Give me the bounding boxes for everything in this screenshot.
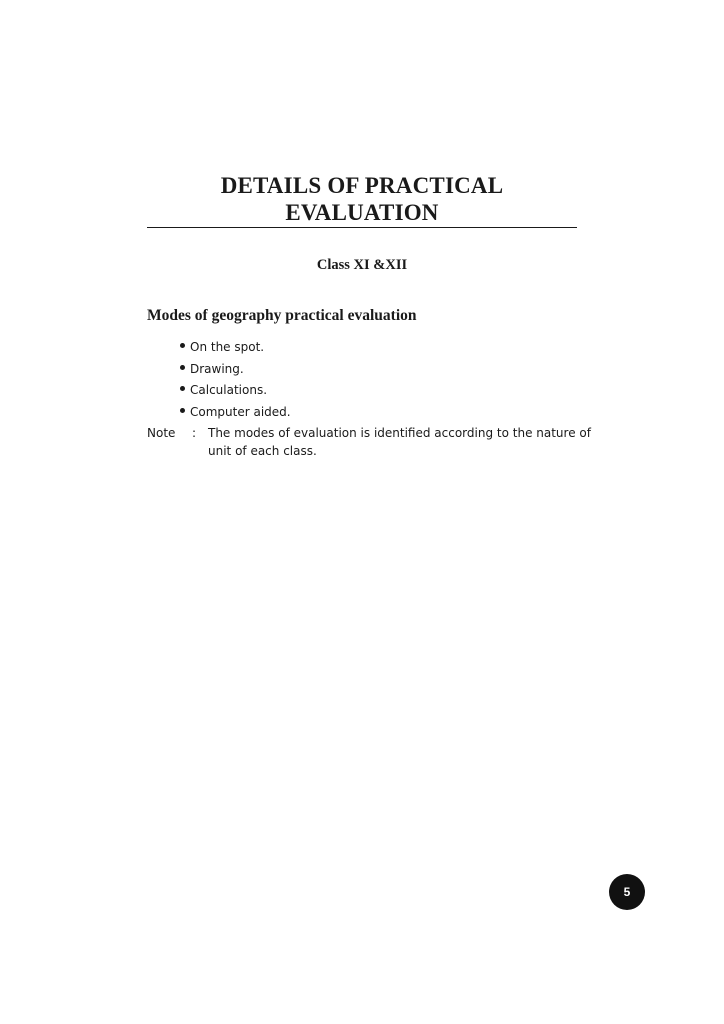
bullet-icon — [180, 343, 185, 348]
title-divider — [147, 227, 577, 228]
page-number-badge: 5 — [609, 874, 645, 910]
modes-list — [180, 337, 291, 423]
note-text-line-2: unit of each class. — [208, 444, 317, 458]
list-item-text: Computer aided. — [190, 404, 291, 419]
note-text-line-1: The modes of evaluation is identified according to the nature of — [208, 426, 591, 440]
bullet-icon — [180, 408, 185, 413]
bullet-icon — [180, 386, 185, 391]
page-title-line-1: DETAILS OF PRACTICAL — [220, 173, 504, 198]
page-title — [147, 172, 577, 226]
note-text — [208, 424, 591, 460]
page-title-line-2: EVALUATION — [285, 200, 439, 225]
list-item-text: On the spot. — [190, 340, 265, 354]
list-item-text: Drawing. — [190, 361, 244, 376]
bullet-icon — [180, 365, 185, 370]
class-subtitle: Class XI &XII — [316, 257, 408, 273]
list-item-text: Calculations. — [190, 383, 268, 397]
section-heading: Modes of geography practical evaluation — [147, 307, 417, 324]
list-item — [180, 359, 291, 381]
list-item — [180, 380, 291, 402]
list-item — [180, 337, 291, 359]
note-label: Note — [147, 426, 176, 440]
list-item — [180, 402, 291, 424]
note-separator: : — [192, 426, 197, 440]
